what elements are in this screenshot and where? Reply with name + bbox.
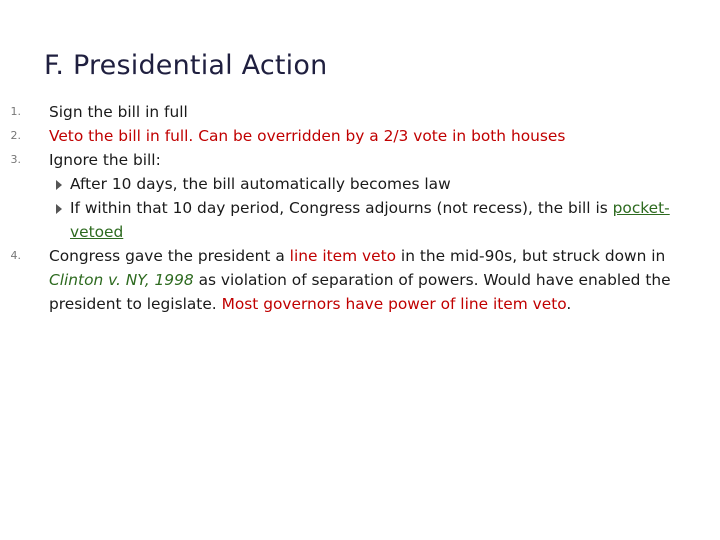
list-number: 1.	[10, 105, 21, 118]
list-number: 4.	[10, 249, 21, 262]
triangle-bullet-icon	[56, 204, 62, 214]
item-text-part: as violation of separation of powers. Would have enabled the president to legislate.	[49, 271, 671, 313]
list-item-2	[0, 124, 720, 148]
item-text-part: Congress gave the president a	[49, 247, 290, 265]
sub-item-2	[0, 196, 720, 244]
slide-title: F. Presidential Action	[44, 50, 328, 81]
item-text: Veto the bill in full. Can be overridden by a 2/3 vote in both houses	[49, 127, 566, 145]
list-number: 3.	[10, 153, 21, 166]
item-text-part: .	[566, 295, 572, 313]
item-text: Sign the bill in full	[49, 103, 188, 121]
sub-item-text: If within that 10 day period, Congress adjourns (not recess), the bill is	[70, 199, 613, 217]
case-citation: Clinton v. NY, 1998	[49, 271, 194, 289]
list-item-4	[0, 244, 720, 316]
pocket-veto-term: pocket-vetoed	[70, 199, 670, 241]
governors-emphasis: Most governors have power of line item veto	[221, 295, 567, 313]
triangle-bullet-icon	[56, 180, 62, 190]
list-number: 2.	[10, 129, 21, 142]
list-item-1	[0, 100, 720, 124]
slide-body	[0, 100, 720, 316]
sub-item-1	[0, 172, 720, 196]
item-text: Ignore the bill:	[49, 151, 161, 169]
line-item-veto-term: line item veto	[289, 247, 397, 265]
sub-item-text: After 10 days, the bill automatically becomes law	[70, 175, 451, 193]
list-item-3	[0, 148, 720, 172]
item-text-part: in the mid-90s, but struck down in	[396, 247, 666, 265]
